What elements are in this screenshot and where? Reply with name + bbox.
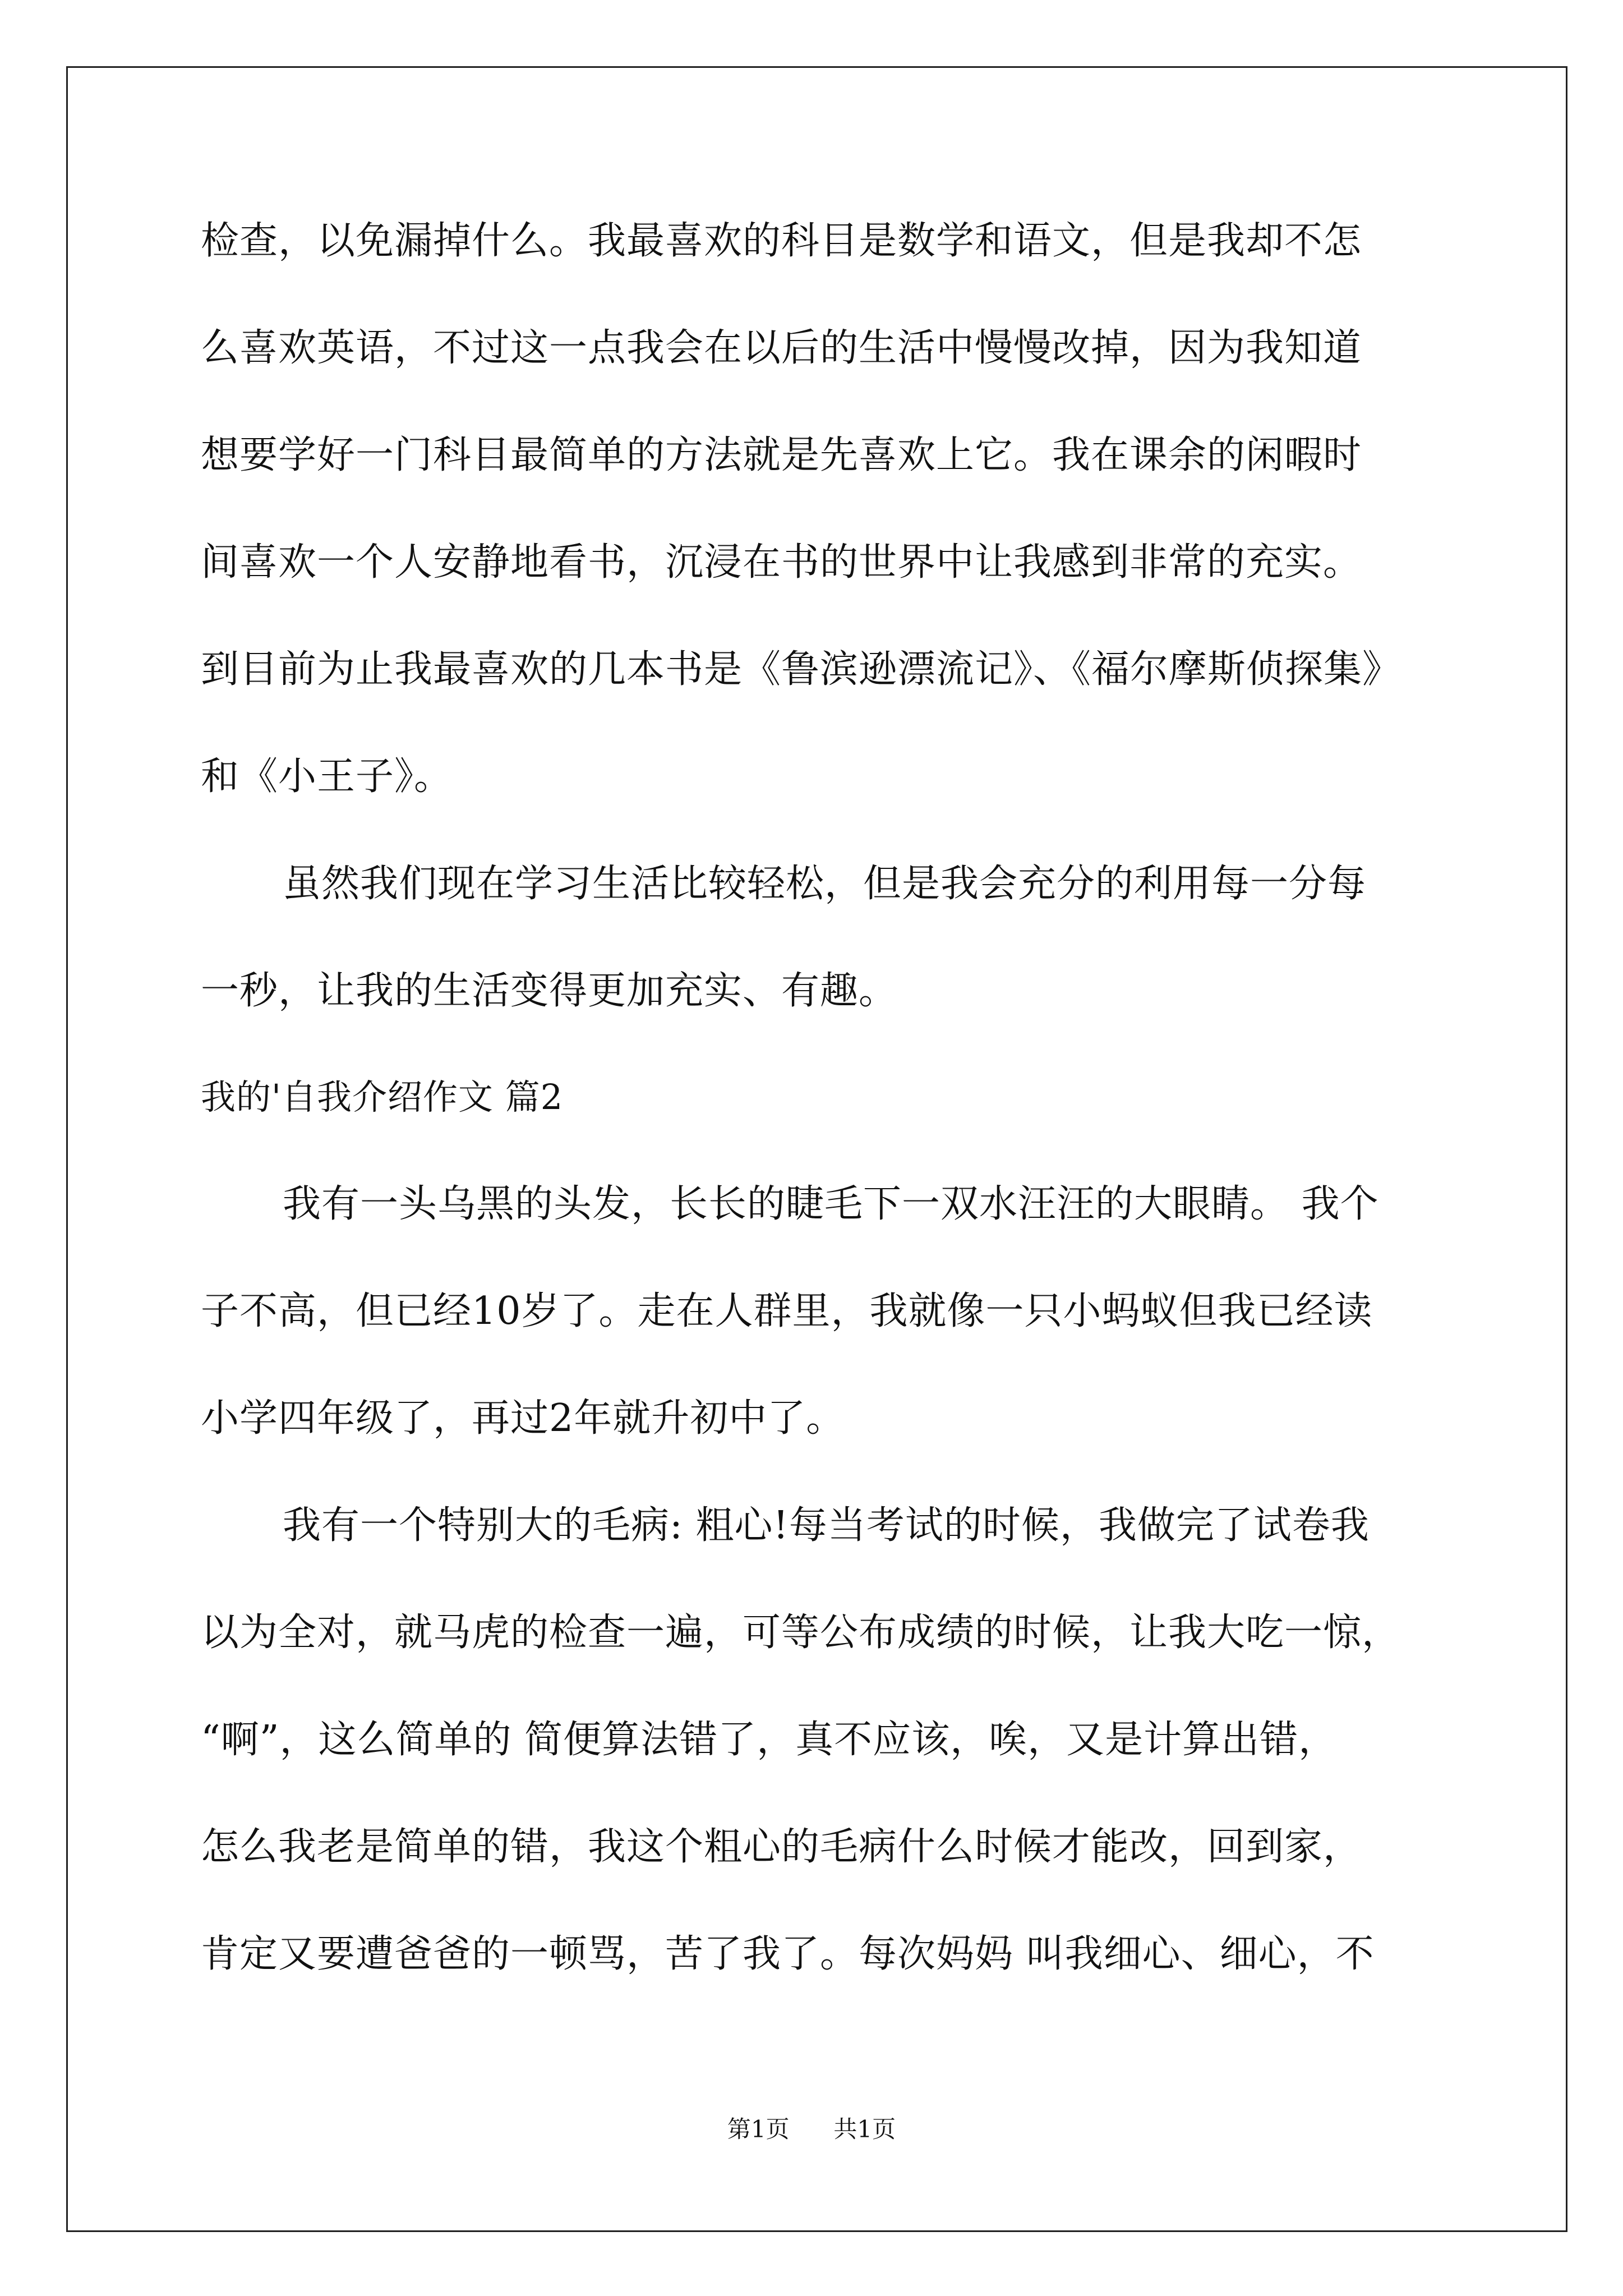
paragraph-line: 虽然我们现在学习生活比较轻松，但是我会充分的利用每一分每 <box>283 862 1367 906</box>
paragraph-line: 我有一个特别大的毛病: 粗心!每当考试的时候，我做完了试卷我 <box>283 1503 1370 1548</box>
paragraph-line: 检查，以免漏掉什么。我最喜欢的科目是数学和语文，但是我却不怎 <box>201 219 1362 263</box>
paragraph-line: 间喜欢一个人安静地看书，沉浸在书的世界中让我感到非常的充实。 <box>201 540 1362 585</box>
paragraph-line: “啊”，这么简单的 简便算法错了，真不应该，唉，又是计算出错， <box>201 1718 1338 1762</box>
paragraph-line: 和《小王子》。 <box>201 754 453 799</box>
paragraph-line: 一秒，让我的生活变得更加充实、有趣。 <box>201 969 898 1013</box>
paragraph-line: 我有一头乌黑的头发，长长的睫毛下一双水汪汪的大眼睛。 我个 <box>283 1182 1379 1226</box>
paragraph-line: 么喜欢英语，不过这一点我会在以后的生活中慢慢改掉，因为我知道 <box>201 326 1362 370</box>
page-border <box>66 66 1567 2232</box>
page-number: 第1页 <box>727 2115 790 2143</box>
paragraph-line: 小学四年级了，再过2年就升初中了。 <box>201 1396 845 1441</box>
page-total: 共1页 <box>833 2115 896 2143</box>
paragraph-line: 想要学好一门科目最简单的方法就是先喜欢上它。我在课余的闲暇时 <box>201 433 1362 477</box>
paragraph-line: 子不高，但已经10岁了。走在人群里，我就像一只小蚂蚁但我已经读 <box>201 1289 1373 1333</box>
section-heading: 我的'自我介绍作文 篇2 <box>201 1076 564 1117</box>
paragraph-line: 肯定又要遭爸爸的一顿骂，苦了我了。每次妈妈 叫我细心、细心，不 <box>201 1932 1375 1976</box>
paragraph-line: 到目前为止我最喜欢的几本书是《鲁滨逊漂流记》、《福尔摩斯侦探集》 <box>201 647 1401 692</box>
paragraph-line: 以为全对，就马虎的检查一遍，可等公布成绩的时候，让我大吃一惊， <box>201 1611 1401 1655</box>
page-footer <box>0 2114 1623 2145</box>
paragraph-line: 怎么我老是简单的错，我这个粗心的毛病什么时候才能改，回到家， <box>201 1825 1362 1869</box>
